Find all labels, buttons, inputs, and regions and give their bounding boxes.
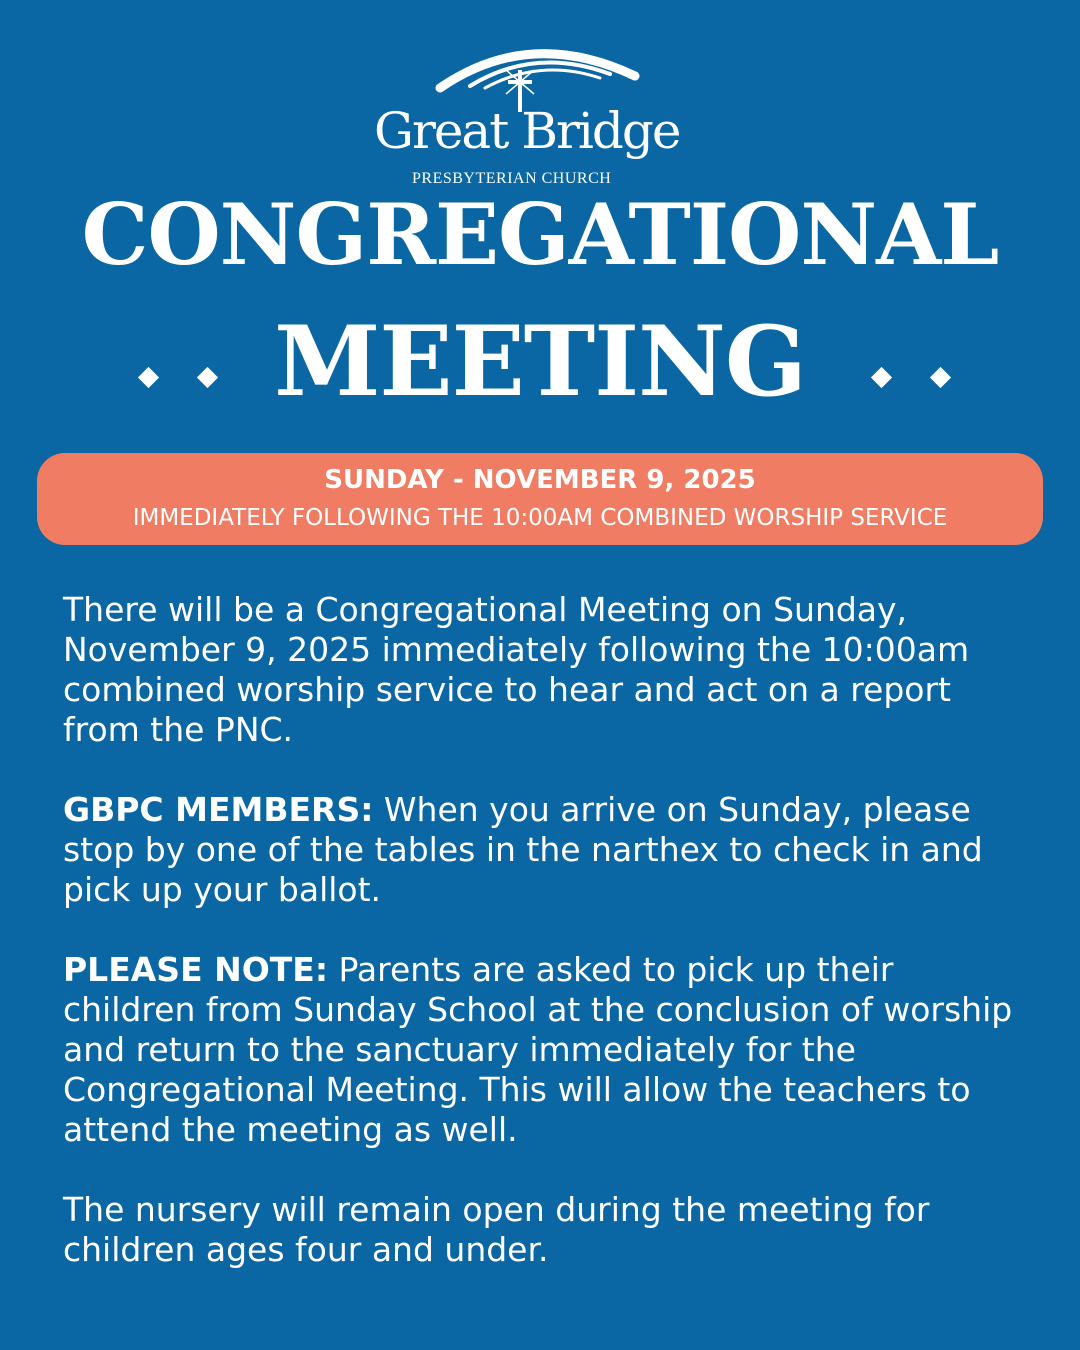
note-label: PLEASE NOTE: bbox=[63, 950, 329, 989]
title-line-2-row bbox=[0, 302, 1080, 422]
title-line-1: CONGREGATIONAL bbox=[81, 185, 999, 284]
note-text: Parents are asked to pick up their children from Sunday School at the conclusion of worship and return to the sanctuary immediately for the Congregational Meeting. This will allow the teachers to attend the meeting as well. bbox=[63, 950, 1013, 1149]
diamond-icon bbox=[930, 367, 951, 388]
intro-paragraph: There will be a Congregational Meeting on Sunday, November 9, 2025 immediately following the 10:00am combined worship service to hear and act on a report from the PNC. bbox=[63, 590, 970, 749]
members-text: When you arrive on Sunday, please stop by one of the tables in the narthex to check in and pick up your ballot. bbox=[63, 790, 983, 909]
logo-wordmark: Great Bridge bbox=[374, 102, 680, 160]
body-text bbox=[63, 590, 1033, 1310]
diamond-icon bbox=[138, 367, 159, 388]
church-logo bbox=[360, 36, 730, 187]
diamond-icon bbox=[197, 367, 218, 388]
note-paragraph bbox=[63, 950, 1033, 1150]
banner-time-note: IMMEDIATELY FOLLOWING THE 10:00AM COMBINED WORSHIP SERVICE bbox=[132, 505, 948, 531]
members-label: GBPC MEMBERS: bbox=[63, 790, 374, 829]
date-banner bbox=[37, 453, 1043, 545]
members-paragraph bbox=[63, 790, 1033, 910]
nursery-paragraph: The nursery will remain open during the meeting for children ages four and under. bbox=[63, 1190, 930, 1269]
title-line-2: MEETING bbox=[274, 305, 806, 418]
diamond-icon bbox=[871, 367, 892, 388]
logo-subtitle: PRESBYTERIAN CHURCH bbox=[412, 170, 612, 187]
banner-date: SUNDAY - NOVEMBER 9, 2025 bbox=[324, 465, 756, 495]
